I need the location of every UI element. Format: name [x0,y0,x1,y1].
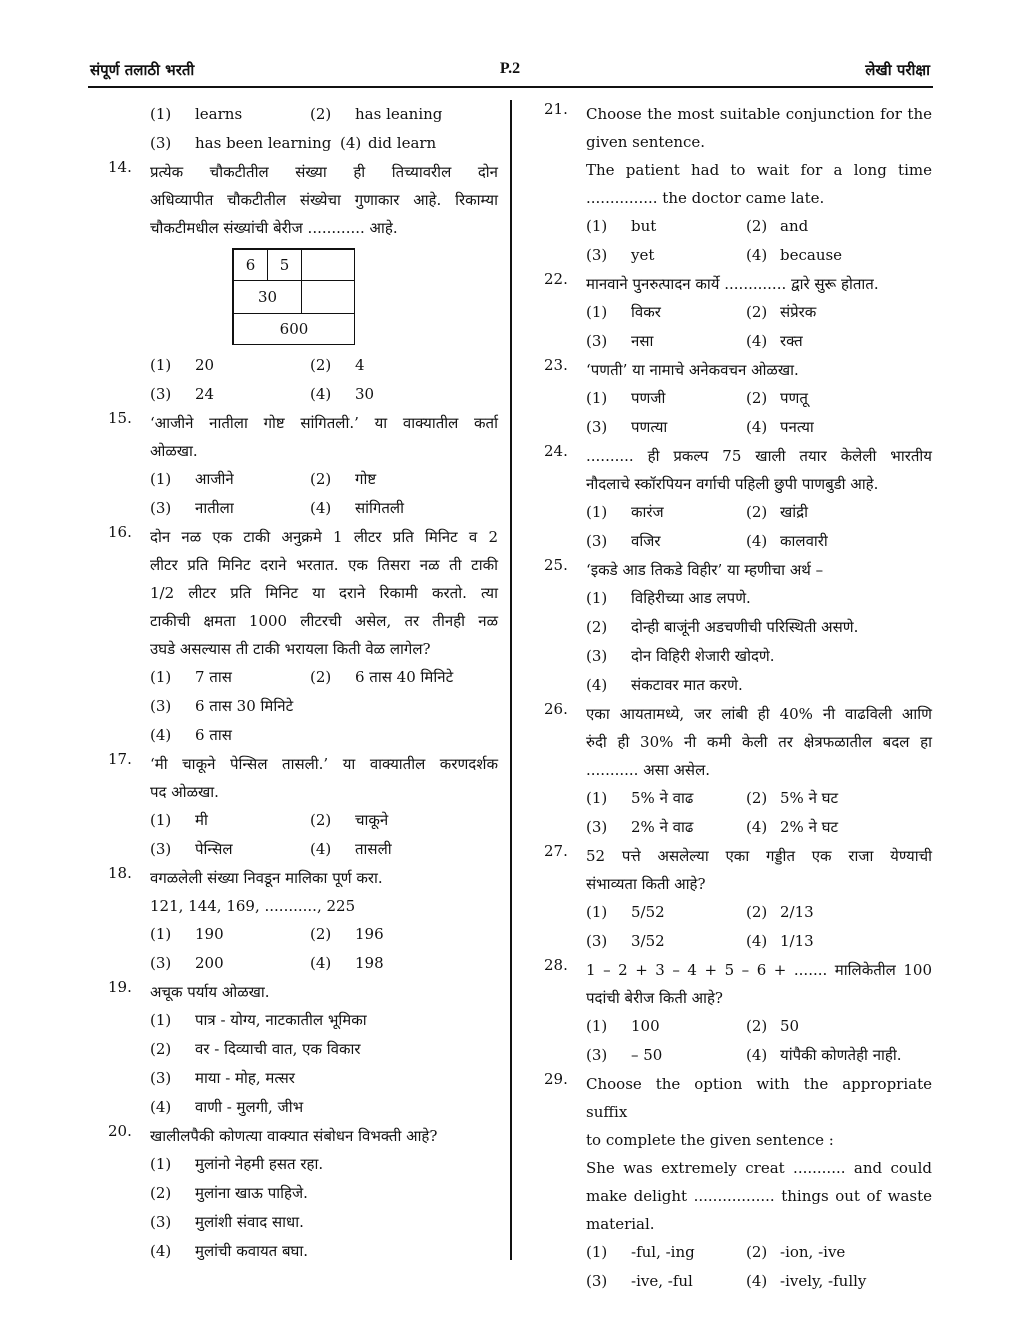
question-25: 25. ‘इकडे आड तिकडे विहीर’ या म्हणीचा अर्थ – (1) विहिरीच्या आड लपणे. (2) दोन्ही बाजूंनी अडचणीची परिस्थिती असणे. (3) दोन विहिरी शेजारी खोदणे. (4) संकटावर मात करणे. [544,556,859,694]
question-19: 19. अचूक पर्याय ओळखा. (1) पात्र - योग्य, नाटकातील भूमिका (2) वर - दिव्याची वात, एक विकार (3) माया - मोह, मत्सर (4) वाणी - मुलगी, जीभ [108,978,367,1116]
question-26: 26. एका आयतामध्ये, जर लांबी ही 40% नी वाढविली आणि रुंदी ही 30% नी कमी केली तर क्षेत्रफळातील बदल हा ........... असा असेल. (1) 5% ने वाढ (2) 5% ने घट (3) 2% ने वाढ (4) 2% ने घट [544,700,932,836]
question-21: 21. Choose the most suitable conjunction for the given sentence. The patient had to wait for a long time ............... the doctor came late. (1) but (2) and (3) yet (4) because [544,100,932,264]
question-23: 23. ‘पणती’ या नामाचे अनेकवचन ओळखा. (1) पणजी (2) पणतू (3) पणत्या (4) पनत्या [544,356,814,436]
question-13-options: (1) learns (2) has leaning (3) has been learning (4) did learn [108,100,498,158]
question-number: 22. [544,270,568,288]
header-right: लेखी परीक्षा [865,61,930,79]
question-15: 15. ‘आजीने नातीला गोष्ट सांगितली.’ या वाक्यातील कर्ता ओळखा. (1) आजीने (2) गोष्ट (3) नातीला (4) सांगितली [108,409,498,517]
header-left: संपूर्ण तलाठी भरती [90,61,195,79]
question-16: 16. दोन नळ एक टाकी अनुक्रमे 1 लीटर प्रति मिनिट व 2 लीटर प्रति मिनिट दराने भरतात. एक तिसरा नळ ती टाकी 1/2 लीटर प्रति मिनिट या दराने रिकामी करतो. त्या टाकीची क्षमता 1000 लीटरची असेल, तर तीनही नळ उघडे असल्यास ती टाकी भरायला किती वेळ लागेल? (1) 7 तास (2) 6 तास 40 मिनिटे (3) 6 तास 30 मिनिटे (4) 6 तास [108,523,498,744]
question-24: 24. .......... ही प्रकल्प 75 खाली तयार केलेली भारतीय नौदलाचे स्कॉरपियन वर्गाची पहिली छुपी पाणबुडी आहे. (1) कारंज (2) खांद्री (3) वजिर (4) कालवारी [544,442,932,550]
question-number: 17. [108,750,132,768]
page-number: P.2 [499,60,521,77]
option: did learn [368,134,437,152]
question-number: 18. [108,864,132,882]
question-29: 29. Choose the option with the appropriate suffix to complete the given sentence : She was extremely creat ........... and could make delight ................. things out of waste material. (1) -ful, -ing (2) -ion, -ive (3) -ive, -ful (4) -ively, -fully [544,1070,932,1290]
question-number: 24. [544,442,568,460]
question-number: 28. [544,956,568,974]
right-column [544,100,932,1296]
question-number: 27. [544,842,568,860]
question-17: 17. ‘मी चाकूने पेन्सिल तासली.’ या वाक्यातील करणदर्शक पद ओळखा. (1) मी (2) चाकूने (3) पेन्सिल (4) तासली [108,750,498,858]
question-number: 21. [544,100,568,118]
question-number: 19. [108,978,132,996]
question-number: 23. [544,356,568,374]
option: learns [195,105,243,123]
column-divider [510,100,512,1260]
question-18: 18. वगळलेली संख्या निवडून मालिका पूर्ण करा. 121, 144, 169, ..........., 225 (1) 190 (2) 196 (3) 200 (4) 198 [108,864,384,972]
header-rule [88,86,933,88]
number-grid: 6 5 30 600 [232,248,355,345]
question-number: 16. [108,523,132,541]
question-28: 28. 1 – 2 + 3 – 4 + 5 – 6 + ....... मालिकेतील 100 पदांची बेरीज किती आहे? (1) 100 (2) 50 (3) – 50 (4) यांपैकी कोणतेही नाही. [544,956,932,1064]
option: has been learning [195,134,332,152]
question-number: 25. [544,556,568,574]
question-number: 20. [108,1122,132,1140]
question-number: 15. [108,409,132,427]
option: has leaning [355,105,443,123]
question-number: 26. [544,700,568,718]
question-number: 14. [108,158,132,176]
left-column [108,100,498,1266]
question-27: 27. 52 पत्ते असलेल्या एका गड्डीत एक राजा येण्याची संभाव्यता किती आहे? (1) 5/52 (2) 2/13 (3) 3/52 (4) 1/13 [544,842,932,950]
question-number: 29. [544,1070,568,1088]
question-22: 22. मानवाने पुनरुत्पादन कार्ये ............. द्वारे सुरू होतात. (1) विकर (2) संप्रेरक (3) नसा (4) रक्त [544,270,879,350]
question-14: 14. प्रत्येक चौकटीतील संख्या ही तिच्यावरील दोन अधिव्यापीत चौकटीतील संख्येचा गुणाकार आहे. रिकाम्या चौकटीमधील संख्यांची बेरीज ............ आहे. 6 5 30 600 (1) 20 (2) 4 (3) 24 (4) 30 [108,158,498,403]
question-20: 20. खालीलपैकी कोणत्या वाक्यात संबोधन विभक्ती आहे? (1) मुलांनो नेहमी हसत रहा. (2) मुलांना खाऊ पाहिजे. (3) मुलांशी संवाद साधा. (4) मुलांची कवायत बघा. [108,1122,438,1260]
